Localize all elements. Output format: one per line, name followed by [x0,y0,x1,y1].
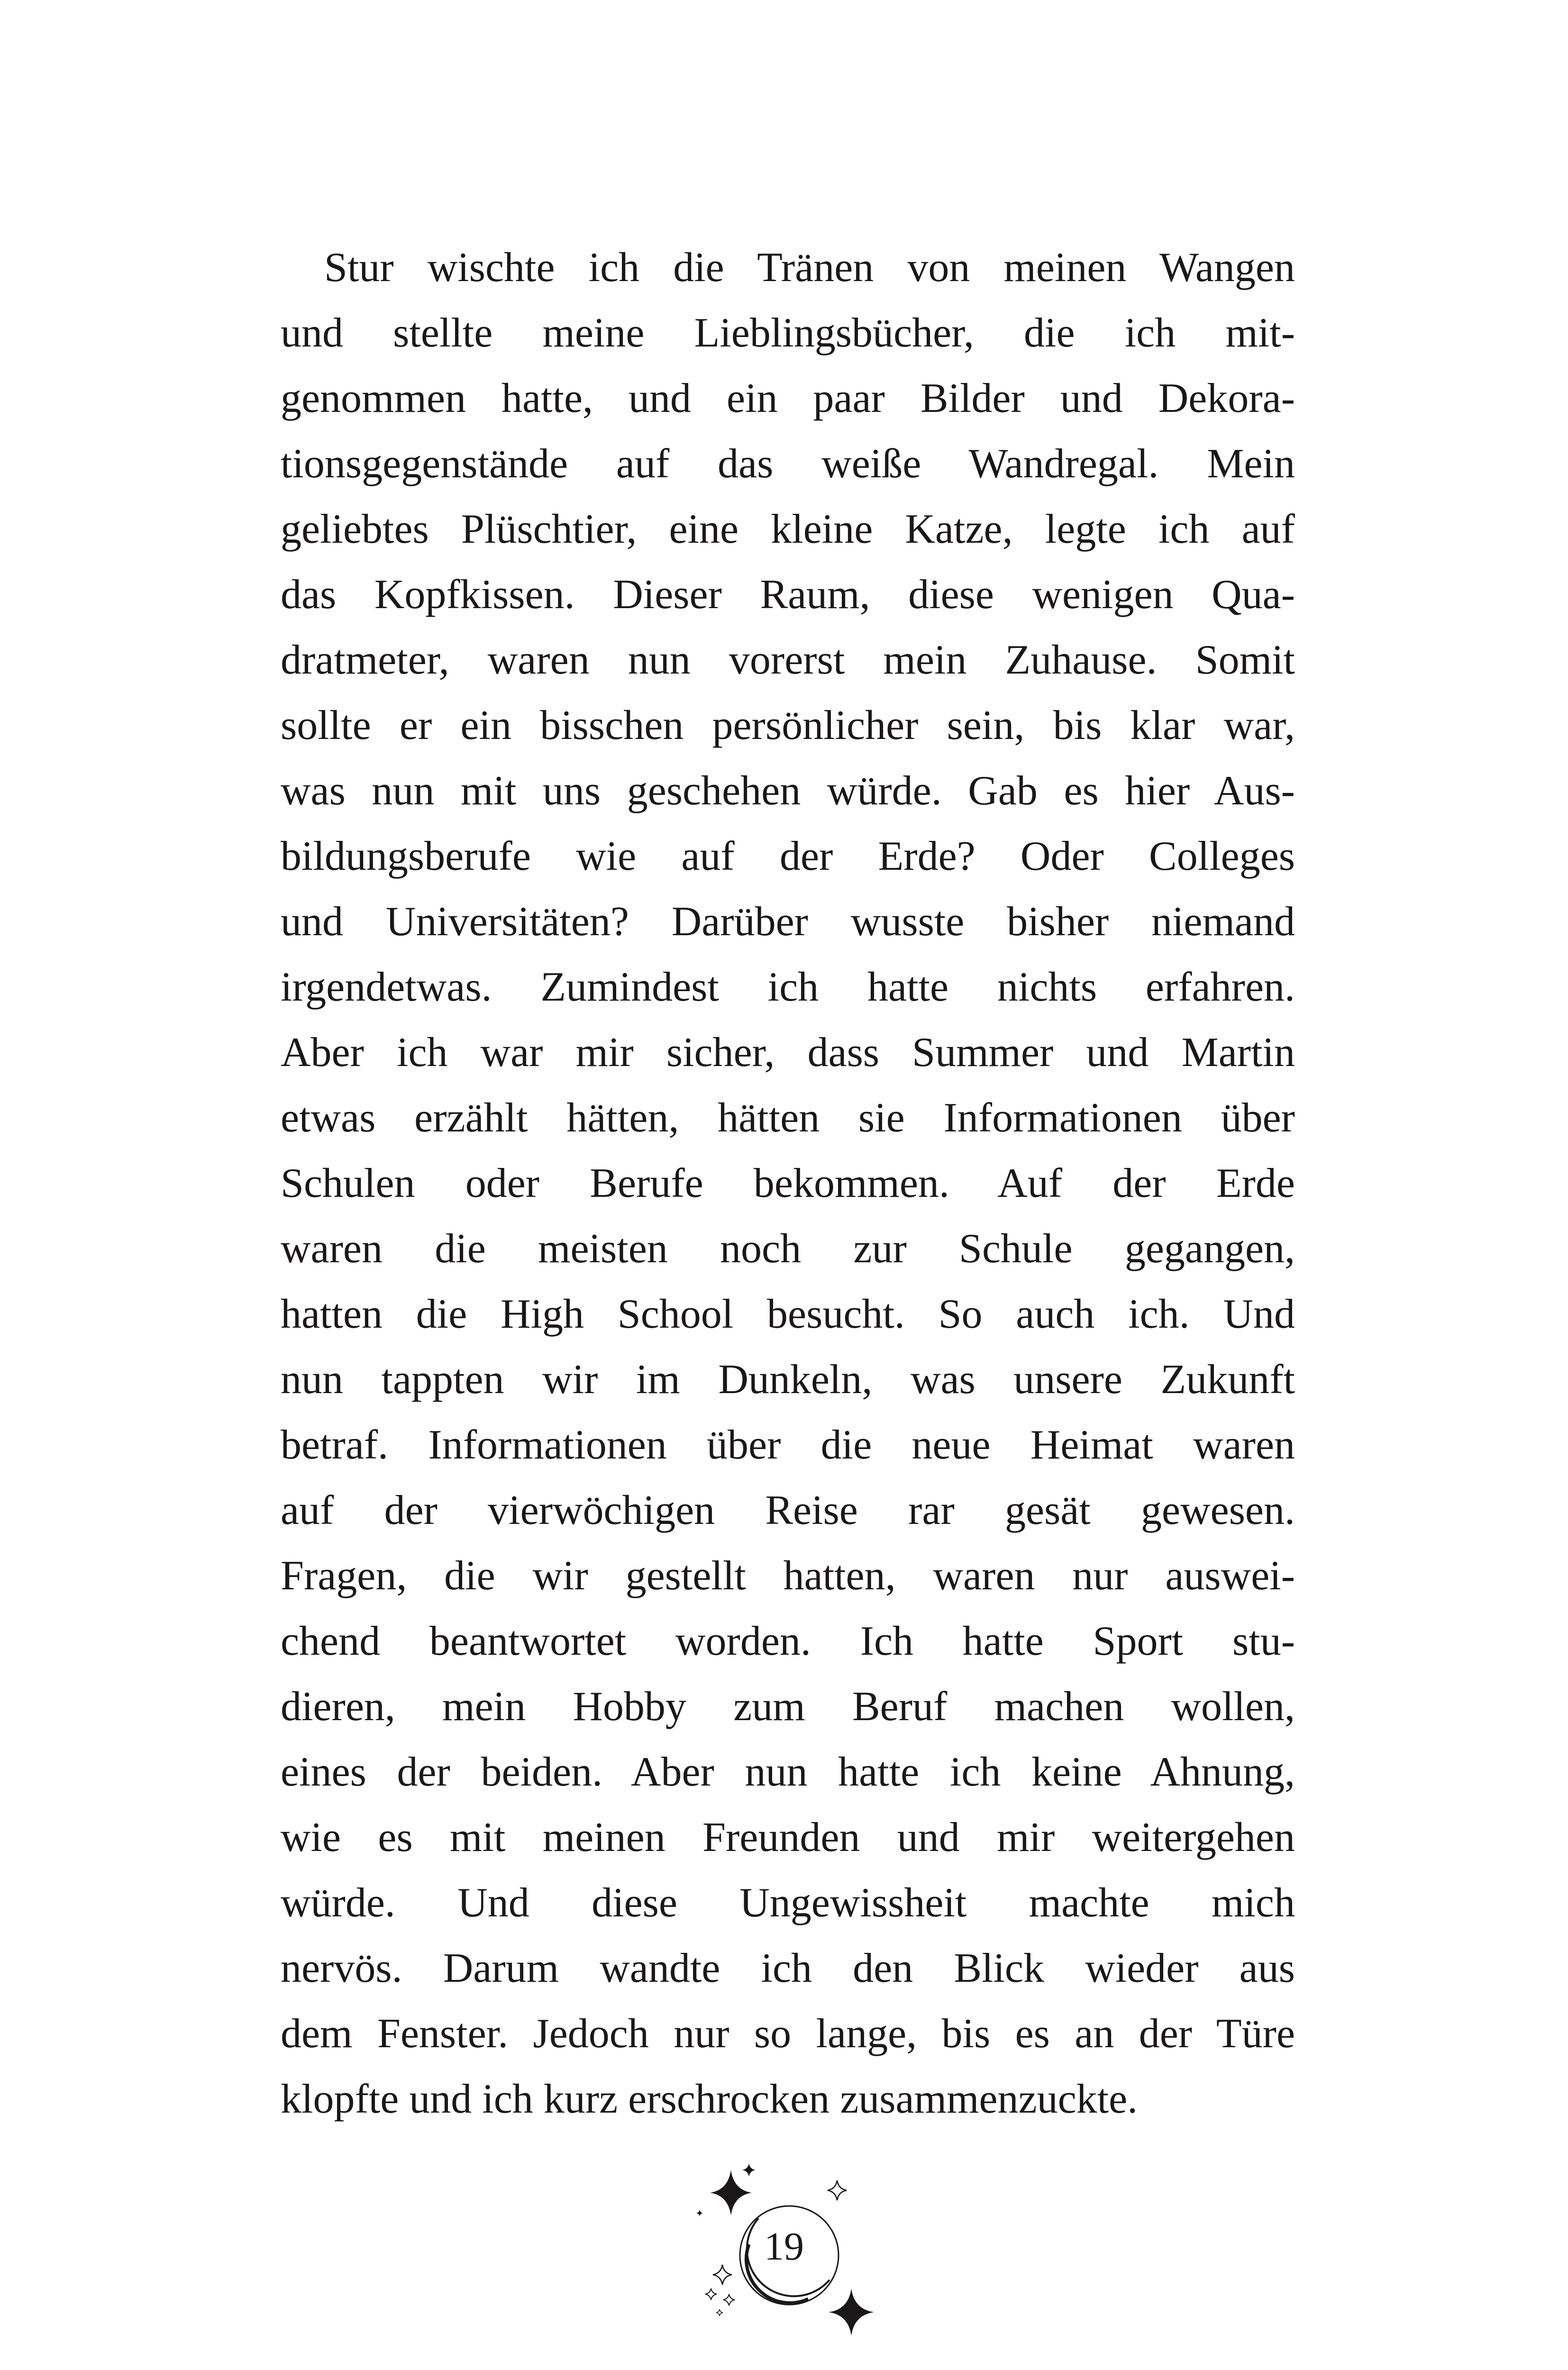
text-line: dieren, mein Hobby zum Beruf machen wollen, [281,1684,1295,1730]
text-line: nun tappten wir im Dunkeln, was unsere Zukunft [281,1357,1295,1403]
text-line: das Kopfkissen. Dieser Raum, diese wenigen Qua- [281,572,1295,618]
text-line: dratmeter, waren nun vorerst mein Zuhause. Somit [281,637,1295,683]
text-line: eines der beiden. Aber nun hatte ich keine Ahnung, [281,1749,1295,1795]
text-line: geliebtes Plüschtier, eine kleine Katze, legte ich auf [281,506,1295,552]
text-line: Aber ich war mir sicher, dass Summer und Martin [281,1030,1295,1076]
text-line: was nun mit uns geschehen würde. Gab es hier Aus- [281,768,1295,814]
text-line: hatten die High School besucht. So auch ich. Und [281,1291,1295,1337]
text-line: nervös. Darum wandte ich den Blick wieder aus [281,1945,1295,1991]
text-line: klopfte und ich kurz erschrocken zusammenzuckte. [281,2076,1138,2122]
text-line: Schulen oder Berufe bekommen. Auf der Erde [281,1160,1295,1206]
page-number: 19 [764,2224,804,2269]
text-line: und stellte meine Lieblingsbücher, die ich mit- [281,310,1295,356]
text-line: genommen hatte, und ein paar Bilder und Dekora- [281,375,1295,421]
text-line: waren die meisten noch zur Schule gegangen, [281,1226,1295,1272]
text-line: Stur wischte ich die Tränen von meinen Wangen [324,245,1295,291]
text-line: tionsgegenstände auf das weiße Wandregal. Mein [281,441,1295,487]
text-line: irgendetwas. Zumindest ich hatte nichts erfahren. [281,964,1295,1010]
text-line: und Universitäten? Darüber wusste bisher niemand [281,899,1295,945]
text-line: etwas erzählt hätten, hätten sie Informationen über [281,1095,1295,1141]
text-line: Fragen, die wir gestellt hatten, waren nur auswei- [281,1553,1295,1599]
text-line: dem Fenster. Jedoch nur so lange, bis es an der Türe [281,2011,1295,2057]
text-line: würde. Und diese Ungewissheit machte mich [281,1880,1295,1926]
text-line: chend beantwortet worden. Ich hatte Sport stu- [281,1618,1295,1664]
text-line: bildungsberufe wie auf der Erde? Oder Colleges [281,833,1295,879]
text-line: auf der vierwöchigen Reise rar gesät gewesen. [281,1487,1295,1533]
text-line: wie es mit meinen Freunden und mir weitergehen [281,1814,1295,1860]
text-line: betraf. Informationen über die neue Heimat waren [281,1422,1295,1468]
text-line: sollte er ein bisschen persönlicher sein, bis klar war, [281,702,1295,748]
body-paragraph [281,235,1295,2132]
